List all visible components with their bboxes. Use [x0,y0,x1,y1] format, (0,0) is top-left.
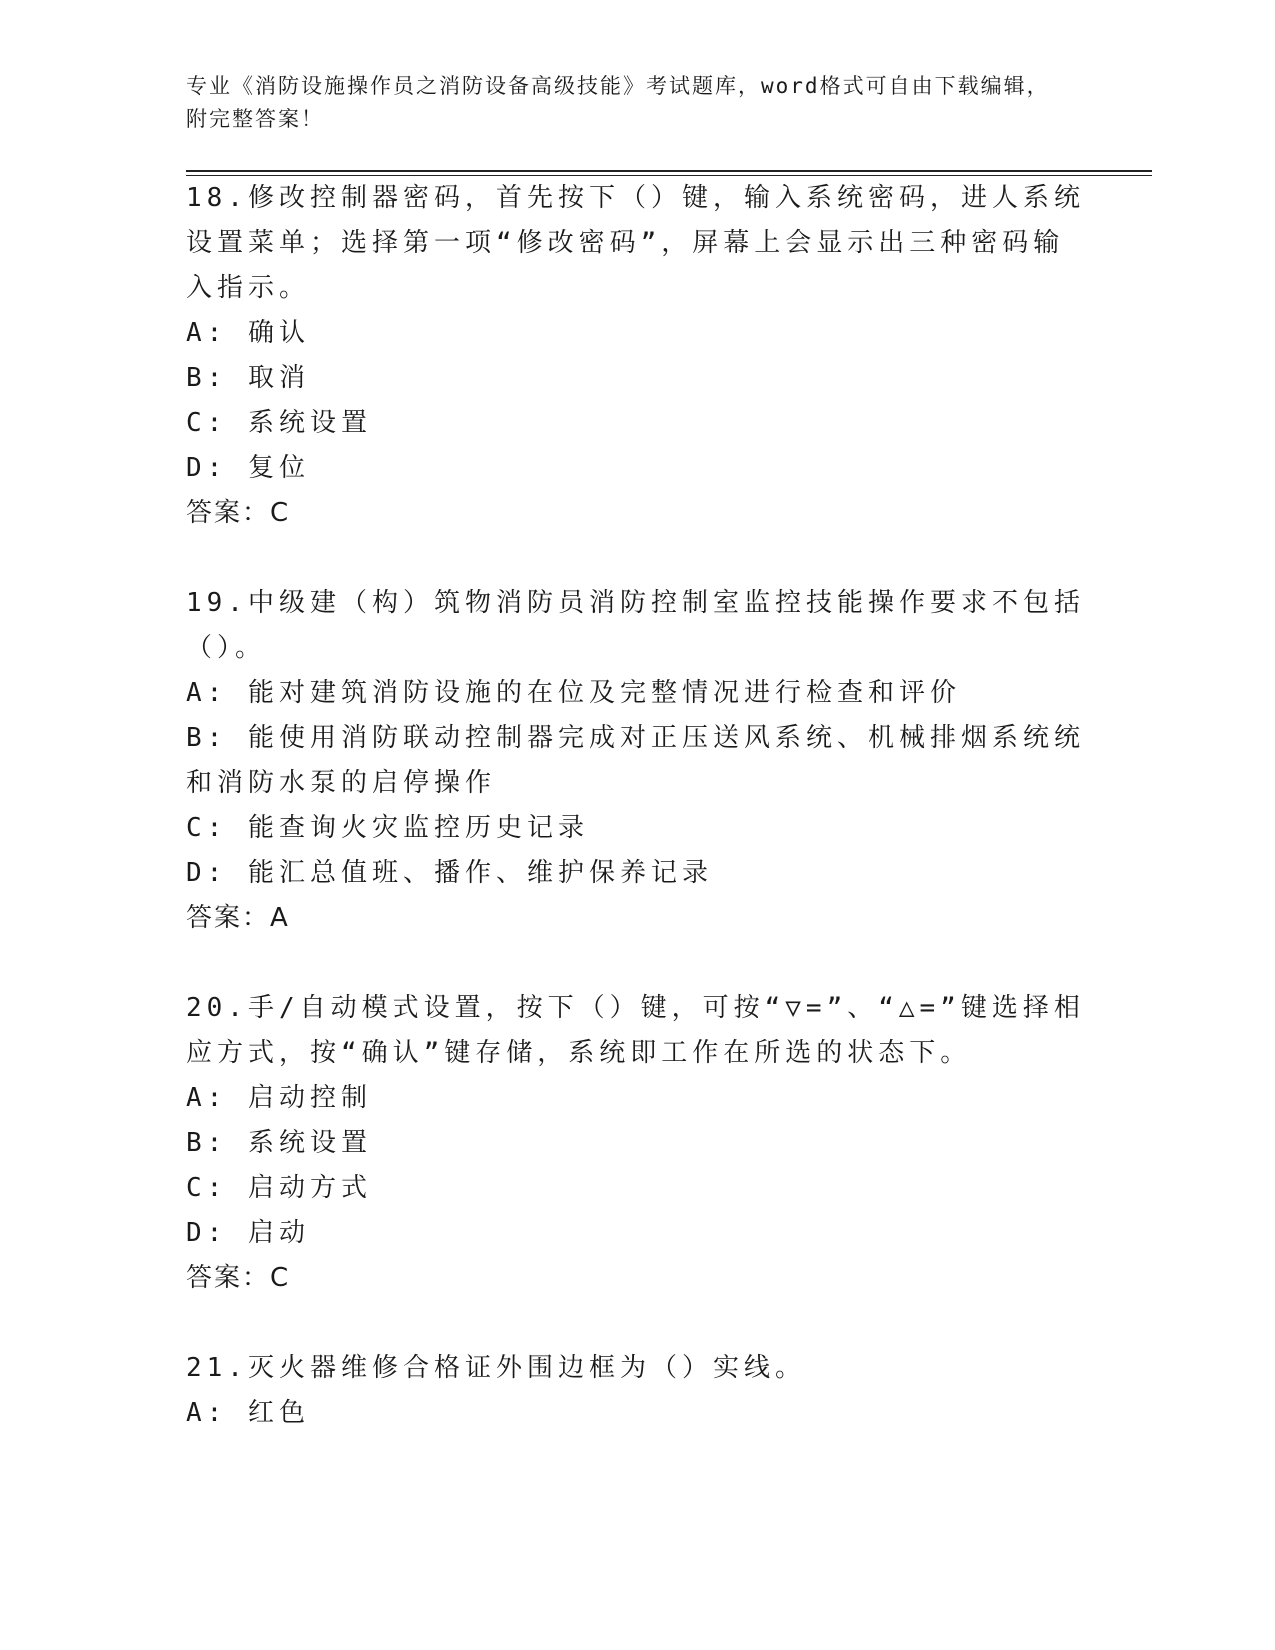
option-a: A: 启动控制 [186,1083,372,1113]
option-a: A: 能对建筑消防设施的在位及完整情况进行检查和评价 [186,678,961,708]
option-c: C: 系统设置 [186,408,372,438]
question-text: 21.灭火器维修合格证外围边框为（）实线。 [186,1353,806,1383]
option-b: B: 能使用消防联动控制器完成对正压送风系统、机械排烟系统统和消防水泵的启停操作 [186,723,1085,798]
answer-line: 答案：C [186,1263,291,1293]
option-c: C: 能查询火灾监控历史记录 [186,813,589,843]
option-b: B: 系统设置 [186,1128,372,1158]
option-d: D: 启动 [186,1218,310,1248]
question-18 [186,176,1146,536]
option-a: A: 确认 [186,318,310,348]
question-21 [186,1346,1146,1436]
question-20 [186,986,1146,1301]
option-d: D: 复位 [186,453,310,483]
answer-line: 答案：A [186,903,290,933]
document-page [186,70,1146,1436]
question-text: 20.手/自动模式设置，按下（）键，可按“▽=”、“△=”键选择相应方式，按“确认”键存储，系统即工作在所选的状态下。 [186,993,1085,1068]
page-header: 专业《消防设施操作员之消防设备高级技能》考试题库，word格式可自由下载编辑，附完整答案！ [186,74,1050,131]
question-19 [186,581,1146,941]
option-a: A: 红色 [186,1398,310,1428]
option-b: B: 取消 [186,363,310,393]
question-text: 19.中级建（构）筑物消防员消防控制室监控技能操作要求不包括（）。 [186,588,1085,663]
option-c: C: 启动方式 [186,1173,372,1203]
answer-line: 答案：C [186,498,291,528]
option-d: D: 能汇总值班、播作、维护保养记录 [186,858,713,888]
question-text: 18.修改控制器密码，首先按下（）键，输入系统密码，进人系统设置菜单；选择第一项“修改密码”，屏幕上会显示出三种密码输入指示。 [186,183,1085,303]
